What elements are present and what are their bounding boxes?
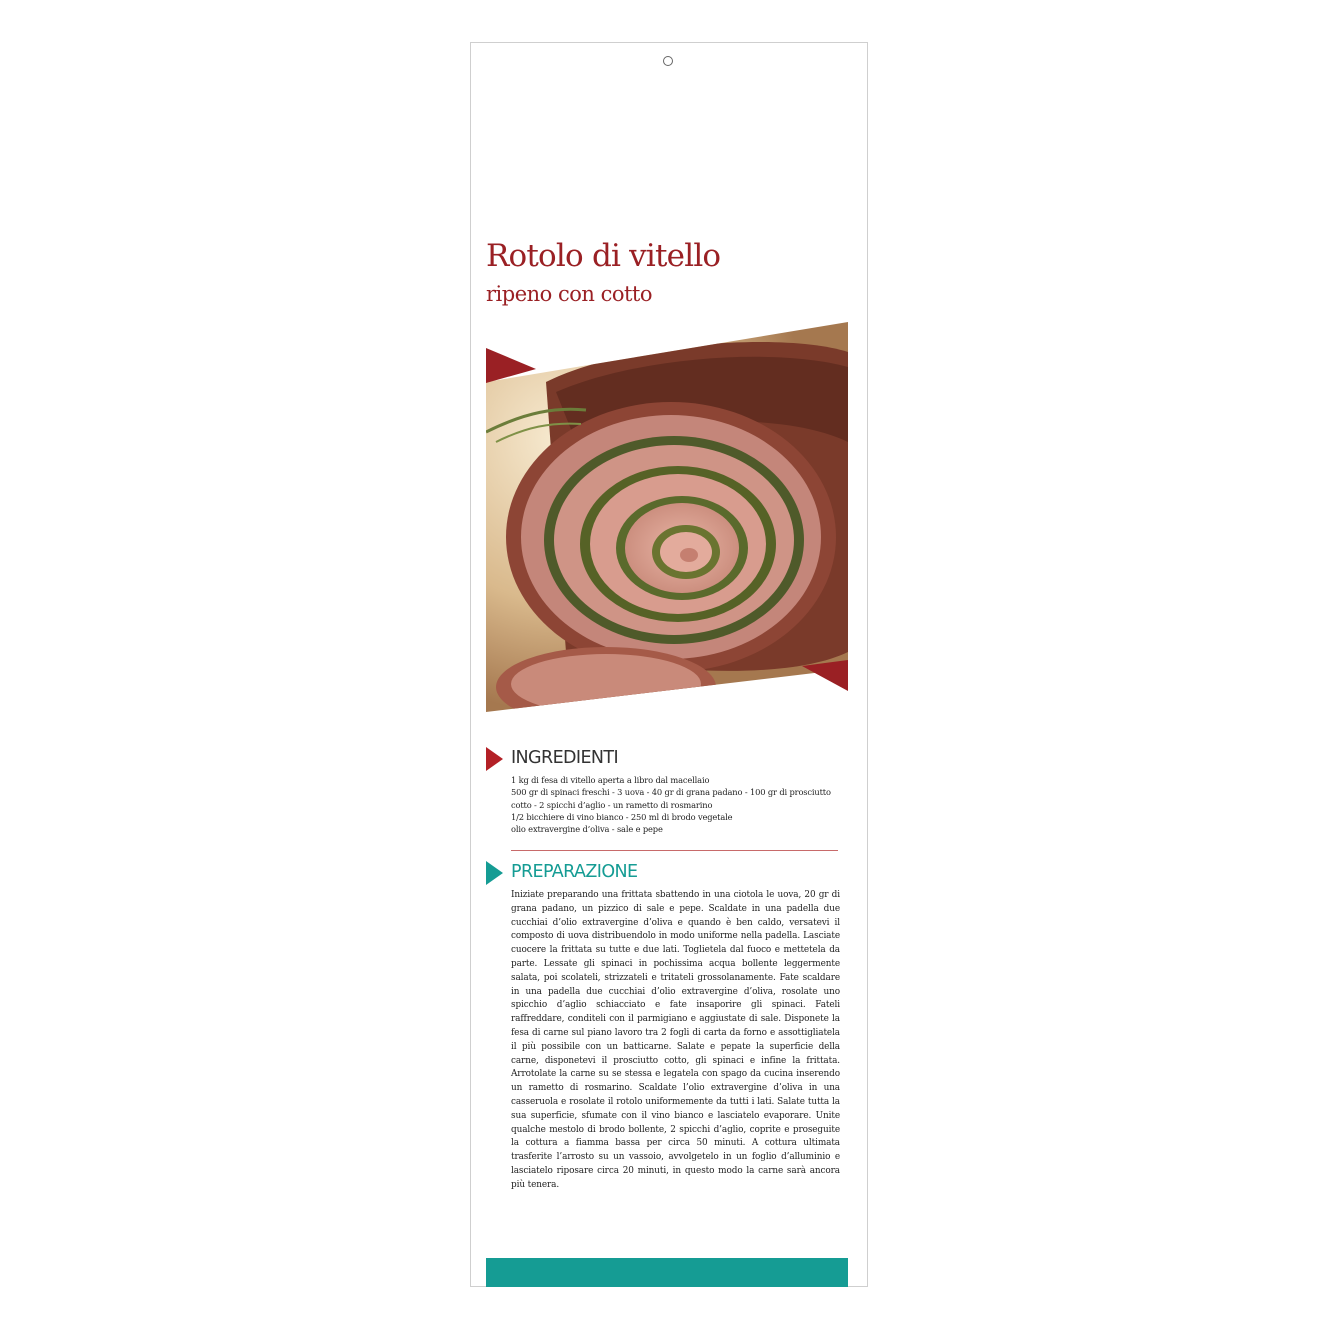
recipe-subtitle: ripeno con cotto <box>486 282 652 306</box>
section-divider <box>511 850 838 851</box>
ingredient-line: olio extravergine d’oliva - sale e pepe <box>511 824 663 835</box>
ingredients-arrow-icon <box>486 747 503 771</box>
hang-hole-icon <box>663 56 673 66</box>
recipe-card <box>470 42 868 1287</box>
rolled-veal-photo <box>486 322 848 712</box>
recipe-title: Rotolo di vitello <box>486 238 721 274</box>
footer-band <box>486 1258 848 1287</box>
preparation-text: Iniziate preparando una frittata sbattendo in una ciotola le uova, 20 gr di grana padano, un pizzico di sale e pepe. Scaldate in una padella due cucchiai d’olio extravergine d’oliva e quando è ben caldo, versatevi il composto di uova distribuendolo in modo uniforme nella padella. Lasciate cuocere la frittata su tutte e due lati. Toglietela dal fuoco e mettetela da parte. Lessate gli spinaci in pochissima acqua bollente leggermente salata, poi scolateli, strizzateli e tritateli grossolanamente. Fate scaldare in una padella due cucchiai d’olio extravergine d’oliva, rosolate uno spicchio d’aglio schiacciato e fate insaporire gli spinaci. Fateli raffreddare, conditeli con il parmigiano e aggiustate di sale. Disponete la fesa di carne sul piano lavoro tra 2 fogli di carta da forno e assottigliatela il più possibile con un batticarne. Salate e pepate la superficie della carne, disponetevi il prosciutto cotto, gli spinaci e infine la frittata. Arrotolate la carne su se stessa e legatela con spago da cucina inserendo un rametto di rosmarino. Scaldate l’olio extravergine d’oliva in una casseruola e rosolate il rotolo uniformemente da tutti i lati. Salate tutta la sua superficie, sfumate con il vino bianco e lasciatelo evaporare. Unite qualche mestolo di brodo bollente, 2 spicchi d’aglio, coprite e proseguite la cottura a fiamma bassa per circa 50 minuti. A cottura ultimata trasferite l’arrosto su un vassoio, avvolgetelo in un foglio d’alluminio e lasciatelo riposare circa 20 minuti, in questo modo la carne sarà ancora più tenera. <box>511 890 840 1190</box>
ingredient-line: 1 kg di fesa di vitello aperta a libro dal macellaio <box>511 775 710 785</box>
preparation-heading: PREPARAZIONE <box>511 862 638 882</box>
ingredient-line: 500 gr di spinaci freschi - 3 uova - 40 gr di grana padano - 100 gr di prosciutto cotto - 2 spicchi d’aglio - un rametto di rosmarino <box>511 787 831 810</box>
ingredients-list <box>511 774 841 835</box>
ingredient-line: 1/2 bicchiere di vino bianco - 250 ml di brodo vegetale <box>511 811 733 822</box>
preparation-arrow-icon <box>486 861 503 885</box>
ingredients-heading: INGREDIENTI <box>511 748 619 768</box>
